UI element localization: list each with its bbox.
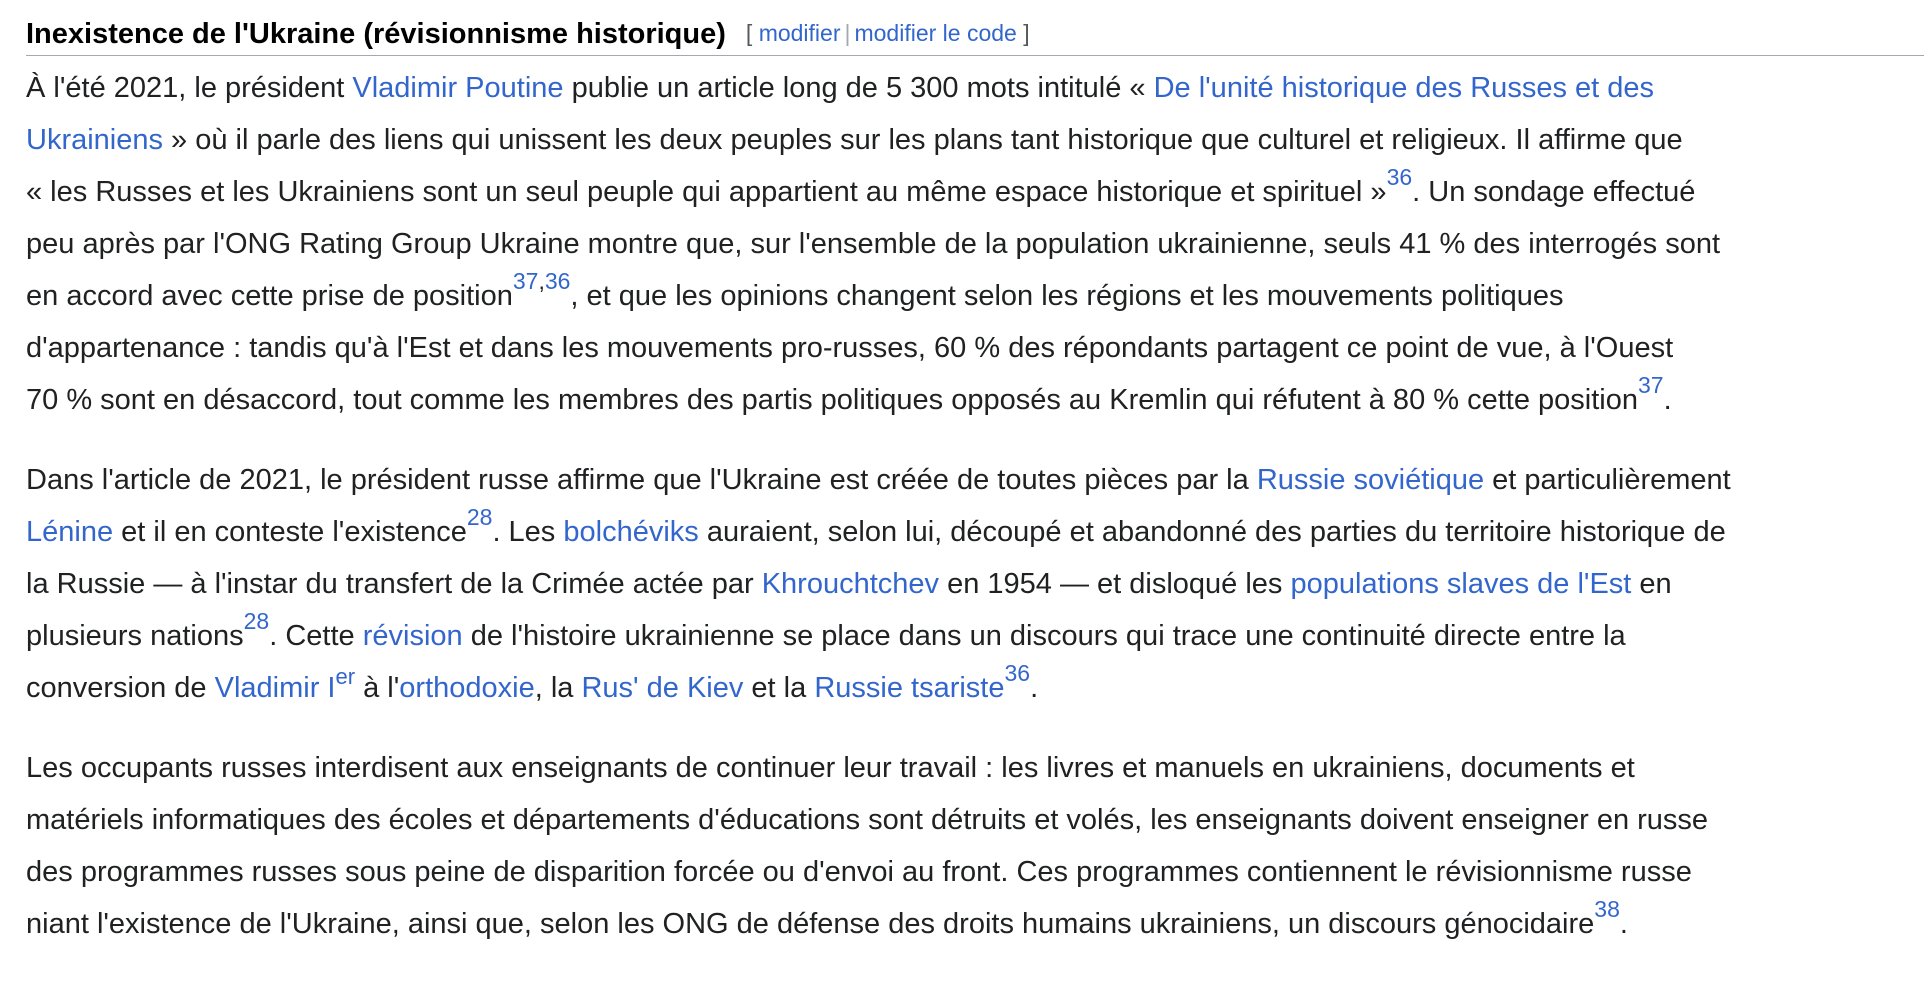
link-populations-slaves-est[interactable]: populations slaves de l'Est bbox=[1290, 568, 1632, 600]
reference bbox=[244, 608, 270, 634]
paragraph-soviet-creation bbox=[26, 454, 1930, 714]
link-article-unite-historique-cont[interactable]: Ukrainiens bbox=[26, 124, 163, 156]
text-run: en 1954 — et disloqué les bbox=[939, 568, 1291, 600]
section-title: Inexistence de l'Ukraine (révisionnisme historique) bbox=[26, 18, 726, 50]
link-lenine[interactable]: Lénine bbox=[26, 516, 114, 548]
text-run: , et que les opinions changent selon les régions et les mouvements politiques bbox=[570, 280, 1564, 312]
reference-link[interactable]: 36 bbox=[544, 268, 571, 294]
reference-link[interactable]: 28 bbox=[243, 608, 270, 634]
edit-bracket-close: ] bbox=[1023, 20, 1030, 46]
link-vladimir-poutine[interactable]: Vladimir Poutine bbox=[352, 72, 564, 104]
reference bbox=[513, 268, 571, 294]
text-run: publie un article long de 5 300 mots intitulé « bbox=[563, 72, 1154, 104]
reference-link[interactable]: 37 bbox=[1637, 372, 1664, 398]
text-run: de l'histoire ukrainienne se place dans un discours qui trace une continuité directe entre la bbox=[462, 620, 1626, 652]
text-run: 70 % sont en désaccord, tout comme les membres des partis politiques opposés au Kremlin qui réfutent à 80 % cette position bbox=[26, 384, 1638, 416]
ordinal-superscript: er bbox=[335, 664, 356, 689]
text-run: des programmes russes sous peine de disparition forcée ou d'envoi au front. Ces programmes contiennent le révisionnisme russe bbox=[26, 856, 1692, 888]
text-run: niant l'existence de l'Ukraine, ainsi que, selon les ONG de défense des droits humains ukrainiens, un discours génocidaire bbox=[26, 908, 1595, 940]
text-run: en bbox=[1631, 568, 1672, 600]
text-run: » où il parle des liens qui unissent les deux peuples sur les plans tant historique que culturel et religieux. Il affirme que bbox=[163, 124, 1683, 156]
paragraph-putin-article bbox=[26, 62, 1930, 426]
reference-link[interactable]: 28 bbox=[466, 504, 493, 530]
text-run: et il en conteste l'existence bbox=[113, 516, 467, 548]
reference-link[interactable]: 36 bbox=[1386, 164, 1413, 190]
link-russie-tsariste[interactable]: Russie tsariste bbox=[814, 672, 1005, 704]
edit-bracket-open: [ bbox=[745, 20, 753, 46]
text-run: . Les bbox=[492, 516, 564, 548]
text-run: Les occupants russes interdisent aux enseignants de continuer leur travail : les livres et manuels en ukrainiens, documents et bbox=[26, 752, 1635, 784]
section-heading bbox=[26, 0, 1924, 56]
reference bbox=[1594, 896, 1620, 922]
text-run: Dans l'article de 2021, le président russe affirme que l'Ukraine est créée de toutes pièces par la bbox=[26, 464, 1257, 496]
text-run: conversion de bbox=[26, 672, 215, 704]
reference-link[interactable]: 38 bbox=[1594, 896, 1620, 922]
reference bbox=[1004, 660, 1030, 686]
reference bbox=[1638, 372, 1664, 398]
link-vladimir-ier[interactable] bbox=[214, 664, 356, 704]
reference-separator: , bbox=[538, 268, 545, 294]
edit-separator: | bbox=[844, 20, 851, 46]
reference-link[interactable]: 36 bbox=[1004, 660, 1031, 686]
text-run: . bbox=[1619, 908, 1628, 940]
text-run: auraient, selon lui, découpé et abandonné des parties du territoire historique de bbox=[698, 516, 1726, 548]
link-revision[interactable]: révision bbox=[362, 620, 463, 652]
text-run: d'appartenance : tandis qu'à l'Est et dans les mouvements pro-russes, 60 % des répondants partagent ce point de vue, à l'Ouest bbox=[26, 332, 1674, 364]
text-run: en accord avec cette prise de position bbox=[26, 280, 513, 312]
link-bolcheviks[interactable]: bolchéviks bbox=[563, 516, 699, 548]
link-russie-sovietique[interactable]: Russie soviétique bbox=[1256, 464, 1485, 496]
link-article-unite-historique[interactable]: De l'unité historique des Russes et des bbox=[1153, 72, 1654, 104]
article-content bbox=[26, 0, 1930, 950]
paragraph-occupation-education bbox=[26, 742, 1930, 950]
text-run: et particulièrement bbox=[1484, 464, 1731, 496]
text-run: « les Russes et les Ukrainiens sont un seul peuple qui appartient au même espace historique et spirituel » bbox=[26, 176, 1387, 208]
link-khrouchtchev[interactable]: Khrouchtchev bbox=[761, 568, 940, 600]
text-run: , la bbox=[534, 672, 582, 704]
text-run: . Un sondage effectué bbox=[1412, 176, 1696, 208]
reference bbox=[467, 504, 493, 530]
reference bbox=[1387, 164, 1413, 190]
text-run: . Cette bbox=[269, 620, 363, 652]
link-text: Vladimir I bbox=[214, 672, 336, 704]
reference-link[interactable]: 37 bbox=[512, 268, 539, 294]
text-run: à l' bbox=[355, 672, 400, 704]
edit-source-link[interactable]: modifier le code bbox=[854, 20, 1017, 46]
text-run: plusieurs nations bbox=[26, 620, 244, 652]
text-run: peu après par l'ONG Rating Group Ukraine montre que, sur l'ensemble de la population ukrainienne, seuls 41 % des interrogés sont bbox=[26, 228, 1721, 260]
text-run: et la bbox=[743, 672, 815, 704]
text-run: . bbox=[1030, 672, 1039, 704]
text-run: matériels informatiques des écoles et départements d'éducations sont détruits et volés, les enseignants doivent enseigner en russe bbox=[26, 804, 1709, 836]
text-run: À l'été 2021, le président bbox=[26, 72, 353, 104]
link-orthodoxie[interactable]: orthodoxie bbox=[399, 672, 535, 704]
link-rus-de-kiev[interactable]: Rus' de Kiev bbox=[581, 672, 744, 704]
edit-section-links bbox=[746, 20, 1030, 46]
edit-link[interactable]: modifier bbox=[758, 20, 841, 46]
text-run: . bbox=[1663, 384, 1672, 416]
text-run: la Russie — à l'instar du transfert de la Crimée actée par bbox=[26, 568, 762, 600]
